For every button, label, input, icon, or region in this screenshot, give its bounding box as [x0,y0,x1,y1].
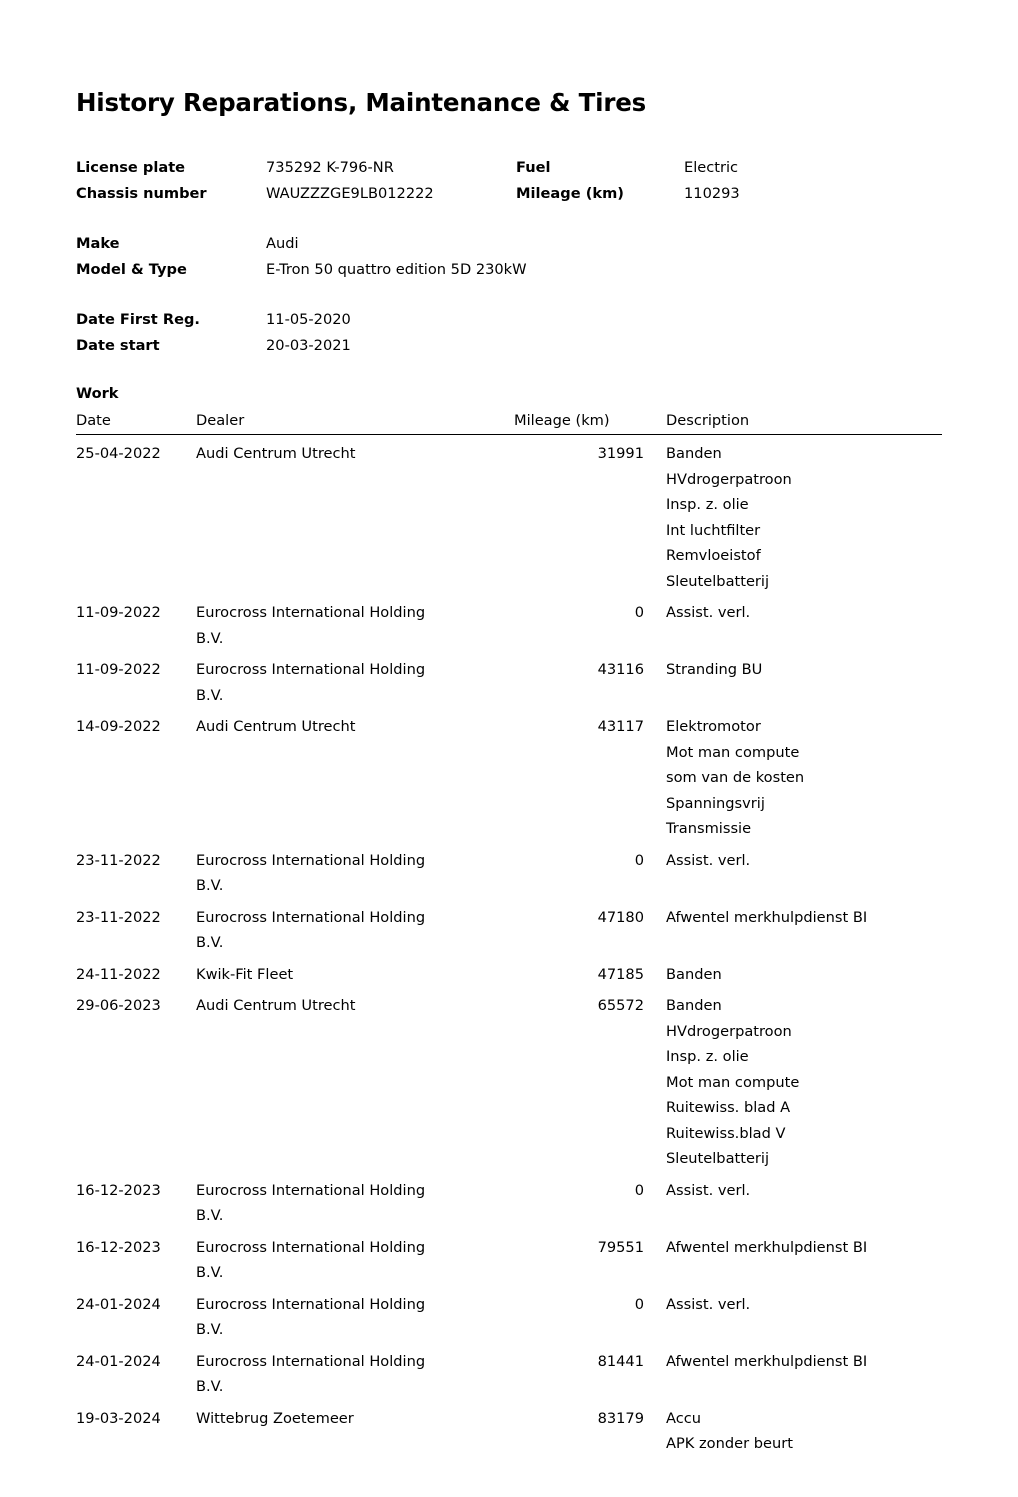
work-history-table [76,412,942,1457]
description-line: Sleutelbatterij [666,572,770,590]
cell-date: 23-11-2022 [76,851,161,869]
cell-date: 11-09-2022 [76,661,161,679]
table-row [76,1286,942,1343]
column-header-mileage: Mileage (km) [514,412,610,430]
cell-dealer [196,1400,514,1457]
cell-mileage: 0 [634,1181,644,1199]
cell-mileage: 47180 [597,908,644,926]
cell-description [654,1343,942,1400]
cell-dealer [196,899,514,956]
cell-mileage: 31991 [597,445,644,463]
cell-description [654,842,942,899]
description-line: Insp. z. olie [666,496,749,514]
table-row [76,594,942,651]
description-line: APK zonder beurt [666,1435,793,1453]
description-line: som van de kosten [666,769,805,787]
description-line: Assist. verl. [666,1295,751,1313]
dealer-name: Eurocross International Holding B.V. [196,661,426,704]
table-row [76,1343,942,1400]
cell-dealer [196,651,514,708]
description-line: Ruitewiss. blad A [666,1099,791,1117]
cell-dealer [196,435,514,595]
mileage-value: 110293 [684,185,740,203]
description-line: HVdrogerpatroon [666,1022,792,1040]
cell-description [654,594,942,651]
table-row [76,842,942,899]
table-row [76,987,942,1172]
date-start-value: 20-03-2021 [266,337,351,355]
cell-dealer [196,1286,514,1343]
dealer-name: Eurocross International Holding B.V. [196,1238,426,1282]
cell-description [654,651,942,708]
info-row-model [76,257,940,283]
license-plate-label: License plate [76,159,186,177]
dealer-name: Eurocross International Holding B.V. [196,851,426,895]
description-line: Banden [666,965,722,983]
description-line: Assist. verl. [666,1181,751,1199]
description-line: Accu [666,1409,702,1427]
column-header-description: Description [666,412,750,430]
dealer-name: Eurocross International Holding B.V. [196,1181,426,1225]
cell-date: 25-04-2022 [76,445,161,463]
date-first-reg-value: 11-05-2020 [266,311,351,329]
cell-dealer [196,594,514,651]
info-row-first-reg [76,307,940,333]
chassis-number-label: Chassis number [76,185,207,203]
work-section-heading: Work [76,385,119,403]
cell-dealer [196,1229,514,1286]
description-line: Mot man compute [666,1073,800,1091]
make-value: Audi [266,235,299,253]
description-line: Transmissie [666,820,752,838]
table-row [76,1229,942,1286]
cell-description [654,956,942,988]
cell-description [654,1172,942,1229]
cell-dealer [196,1343,514,1400]
table-row [76,956,942,988]
info-row-license-fuel [76,155,940,181]
table-row [76,1400,942,1457]
table-row [76,708,942,842]
dealer-name: Eurocross International Holding B.V. [196,1295,426,1339]
table-row [76,1172,942,1229]
description-line: Elektromotor [666,718,761,736]
description-line: Remvloeistof [666,547,761,565]
table-row [76,435,942,595]
cell-date: 16-12-2023 [76,1181,161,1199]
cell-dealer [196,987,514,1172]
cell-date: 23-11-2022 [76,908,161,926]
description-line: Insp. z. olie [666,1048,749,1066]
chassis-number-value: WAUZZZGE9LB012222 [266,185,434,203]
dealer-name: Audi Centrum Utrecht [196,445,356,463]
dealer-name: Eurocross International Holding B.V. [196,604,426,647]
cell-dealer [196,842,514,899]
dealer-name: Audi Centrum Utrecht [196,997,356,1015]
cell-dealer [196,956,514,988]
cell-mileage: 43117 [597,718,644,736]
info-row-chassis-mileage [76,181,940,207]
cell-description [654,899,942,956]
description-line: Ruitewiss.blad V [666,1124,786,1142]
cell-dealer [196,1172,514,1229]
cell-date: 24-01-2024 [76,1352,161,1370]
cell-description [654,987,942,1172]
page-title: History Reparations, Maintenance & Tires [76,88,647,117]
license-plate-value: 735292 K-796-NR [266,159,394,177]
cell-description [654,435,942,595]
cell-mileage: 83179 [597,1409,644,1427]
cell-mileage: 81441 [597,1352,644,1370]
dealer-name: Kwik-Fit Fleet [196,965,294,983]
cell-mileage: 79551 [597,1238,644,1256]
column-header-date: Date [76,412,111,430]
vehicle-info-block [76,155,940,359]
work-table-header-row [76,412,942,435]
info-row-make [76,231,940,257]
model-type-value: E-Tron 50 quattro edition 5D 230kW [266,261,527,279]
cell-date: 16-12-2023 [76,1238,161,1256]
cell-mileage: 43116 [597,661,644,679]
cell-description [654,1400,942,1457]
date-start-label: Date start [76,337,160,355]
dealer-name: Eurocross International Holding B.V. [196,908,426,952]
description-line: Int luchtfilter [666,521,761,539]
description-line: Afwentel merkhulpdienst BI [666,1238,868,1256]
dealer-name: Eurocross International Holding B.V. [196,1352,426,1396]
work-table-head [76,412,942,435]
make-label: Make [76,235,120,253]
cell-description [654,708,942,842]
dealer-name: Audi Centrum Utrecht [196,718,356,736]
spacer-2 [76,283,940,307]
description-line: Afwentel merkhulpdienst BI [666,908,868,926]
description-line: Spanningsvrij [666,794,765,812]
description-line: Banden [666,997,722,1015]
cell-mileage: 0 [634,1295,644,1313]
cell-date: 29-06-2023 [76,997,161,1015]
description-line: Afwentel merkhulpdienst BI [666,1352,868,1370]
description-line: Mot man compute [666,743,800,761]
work-table-body [76,435,942,1457]
description-line: Assist. verl. [666,851,751,869]
cell-date: 24-11-2022 [76,965,161,983]
cell-mileage: 0 [634,851,644,869]
cell-description [654,1229,942,1286]
cell-description [654,1286,942,1343]
table-row [76,651,942,708]
cell-mileage: 0 [634,604,644,622]
cell-date: 19-03-2024 [76,1409,161,1427]
cell-date: 11-09-2022 [76,604,161,622]
description-line: Sleutelbatterij [666,1150,770,1168]
cell-date: 14-09-2022 [76,718,161,736]
fuel-label: Fuel [516,159,551,177]
spacer-1 [76,207,940,231]
description-line: Assist. verl. [666,604,751,622]
cell-mileage: 47185 [597,965,644,983]
description-line: HVdrogerpatroon [666,470,792,488]
mileage-label: Mileage (km) [516,185,624,203]
fuel-value: Electric [684,159,739,177]
description-line: Banden [666,445,722,463]
description-line: Stranding BU [666,661,763,679]
cell-mileage: 65572 [597,997,644,1015]
cell-dealer [196,708,514,842]
model-type-label: Model & Type [76,261,187,279]
cell-date: 24-01-2024 [76,1295,161,1313]
date-first-reg-label: Date First Reg. [76,311,200,329]
dealer-name: Wittebrug Zoetemeer [196,1409,354,1427]
column-header-dealer: Dealer [196,412,245,430]
info-row-date-start [76,333,940,359]
table-row [76,899,942,956]
